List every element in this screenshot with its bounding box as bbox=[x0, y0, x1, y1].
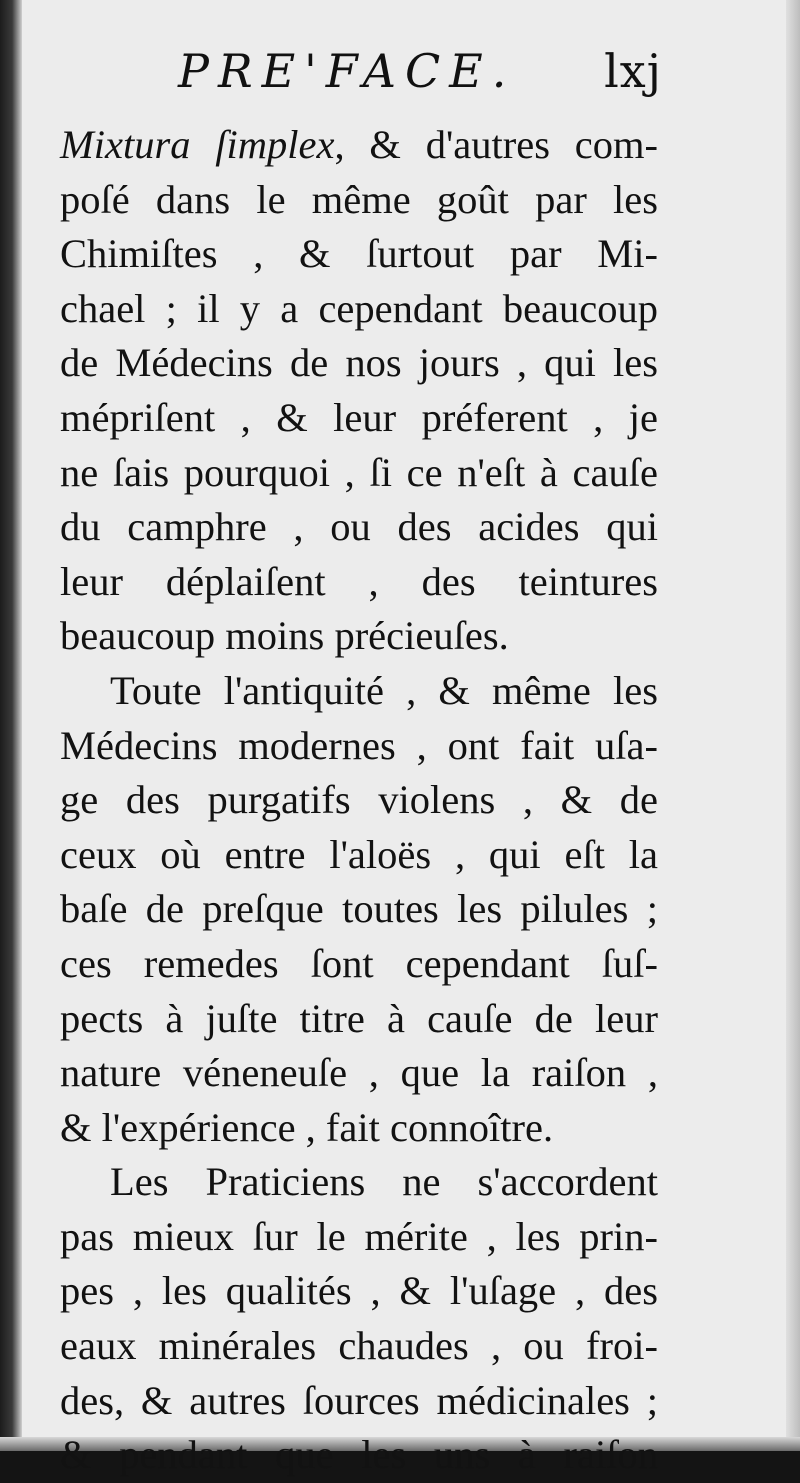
text-line: & pendant que les uns à raiſon bbox=[60, 1432, 658, 1478]
text-line: beaucoup moins précieuſes. bbox=[60, 613, 509, 659]
text-line: de Médecins de nos jours , qui les bbox=[60, 340, 658, 386]
text-line: mépriſent , & leur préferent , je bbox=[60, 394, 658, 440]
text-line: ne ſais pourquoi , ſi ce n'eſt à cauſe bbox=[60, 449, 658, 495]
text-line: Les Praticiens ne s'accordent bbox=[110, 1159, 658, 1205]
text-line: pects à juſte titre à cauſe de leur bbox=[60, 995, 658, 1041]
page-left-shadow bbox=[0, 0, 22, 1451]
text-line: pes , les qualités , & l'uſage , des bbox=[60, 1268, 658, 1314]
text-line: du camphre , ou des acides qui bbox=[60, 504, 658, 550]
page-number: lxj bbox=[604, 44, 662, 98]
text-line: poſé dans le même goût par les bbox=[60, 176, 658, 222]
text-line: pas mieux ſur le mérite , les prin- bbox=[60, 1213, 658, 1259]
text-line: ge des purgatifs violens , & de bbox=[60, 777, 658, 823]
body-text bbox=[60, 118, 658, 1483]
page-right-edge bbox=[786, 0, 800, 1451]
running-title: PRE'FACE. bbox=[178, 44, 516, 98]
text-line: Toute l'antiquité , & même les bbox=[110, 667, 658, 713]
text-fragment: , & d'autres com- bbox=[334, 122, 659, 167]
text-line: chael ; il y a cependant beaucoup bbox=[60, 285, 658, 331]
running-header bbox=[170, 44, 670, 114]
text-line: des, & autres ſources médicinales ; bbox=[60, 1377, 658, 1423]
text-line: ceux où entre l'aloës , qui eſt la bbox=[60, 831, 658, 877]
italic-phrase: Mixtura ſimplex bbox=[60, 122, 335, 167]
text-line: eaux minérales chaudes , ou froi- bbox=[60, 1323, 658, 1369]
text-line: nature véneneuſe , que la raiſon , bbox=[60, 1050, 658, 1096]
text-line: baſe de preſque toutes les pilules ; bbox=[60, 886, 658, 932]
text-line: Chimiſtes , & ſurtout par Mi- bbox=[60, 231, 658, 277]
text-line: Médecins modernes , ont fait uſa- bbox=[60, 722, 658, 768]
text-line: ces remedes ſont cependant ſuſ- bbox=[60, 940, 658, 986]
text-line: & l'expérience , fait connoître. bbox=[60, 1104, 554, 1150]
text-line bbox=[60, 118, 658, 173]
text-line: leur déplaiſent , des teintures bbox=[60, 558, 658, 604]
